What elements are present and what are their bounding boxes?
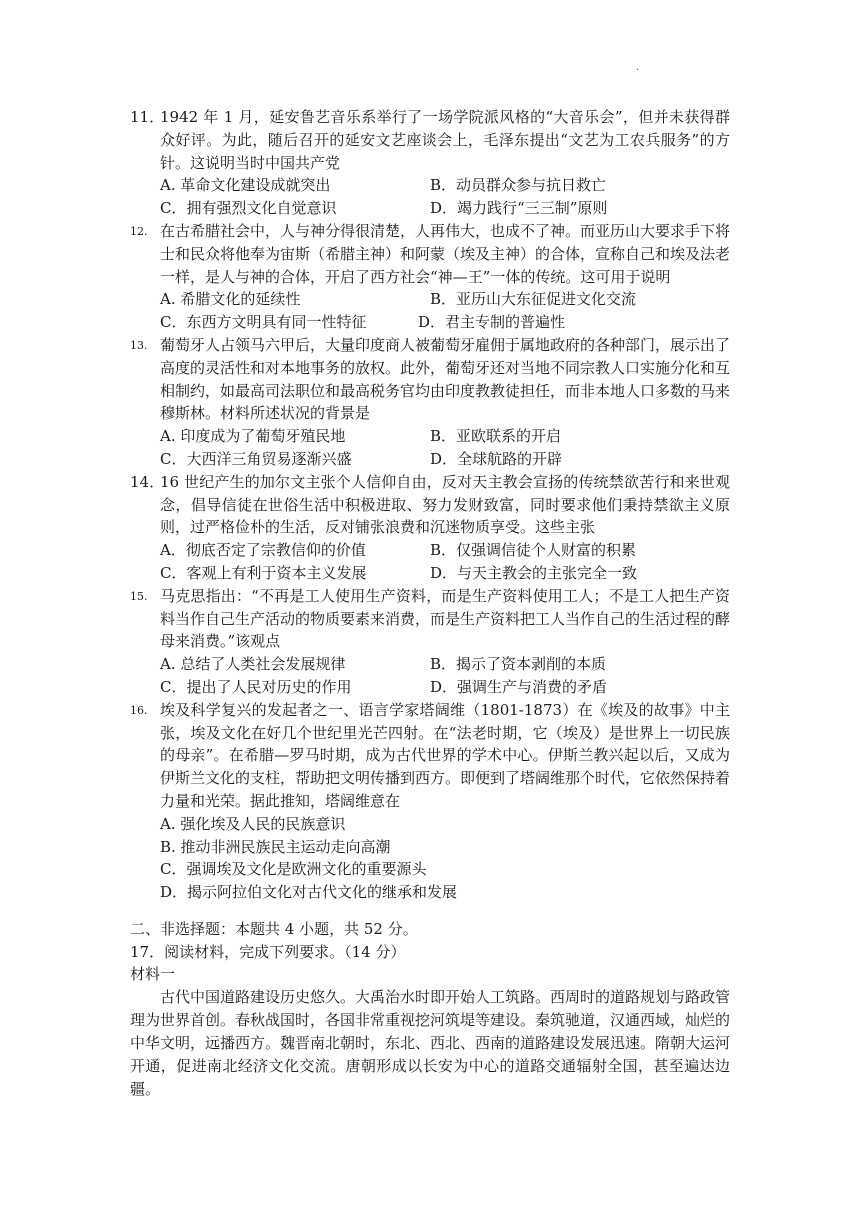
question-text: 葡萄牙人占领马六甲后，大量印度商人被葡萄牙雇佣于属地政府的各种部门，展示出了高度的灵活性和对本地事务的放权。此外，葡萄牙还对当地不同宗教人口实施分化和互相制约，如最高司法职位和最高税务官均由印度教教徒担任，而非本地人口多数的马来穆斯林。材料所述状况的背景是 xyxy=(160,335,731,423)
question-text: 马克思指出：“不再是工人使用生产资料，而是生产资料使用工人；不是工人把生产资料当作自己生产活动的物质要素来消费，而是生产资料把工人当作自己的生活过程的酵母来消费。”该观点 xyxy=(160,586,731,651)
option-c: C．客观上有利于资本主义发展 xyxy=(160,563,367,582)
question-number: 13. xyxy=(130,338,148,352)
option-d: D．全球航路的开辟 xyxy=(430,449,563,468)
option-b: B．揭示了资本剥削的本质 xyxy=(430,655,607,674)
option-b: B．动员群众参与抗日救亡 xyxy=(430,176,607,195)
option-c: C．拥有强烈文化自觉意识 xyxy=(160,199,337,218)
option-a: A. 总结了人类社会发展规律 xyxy=(160,655,346,674)
question-text: 埃及科学复兴的发起者之一、语言学家塔阔维（1801-1873）在《埃及的故事》中主张，埃及文化在好几个世纪里光芒四射。在“法老时期，它（埃及）是世界上一切民族的母亲”。在希腊—罗马时期，成为古代世界的学术中心。伊斯兰教兴起以后，又成为伊斯兰文化的支柱，帮助把文明传播到西方。即便到了塔阔维那个时代，它依然保持着力量和光荣。据此推知，塔阔维意在 xyxy=(160,700,731,810)
question-text: 在古希腊社会中，人与神分得很清楚，人再伟大，也成不了神。而亚历山大要求手下将士和民众将他奉为宙斯（希腊主神）和阿蒙（埃及主神）的合体，宣称自己和埃及法老一样，是人与神的合体，开启了西方社会“神—王”一体的传统。这可用于说明 xyxy=(160,221,731,286)
question-17-title: 17．阅读材料，完成下列要求。（14 分） xyxy=(130,942,406,961)
options xyxy=(130,174,730,220)
options xyxy=(130,425,730,471)
question-14 xyxy=(130,471,730,585)
question-number: 11． xyxy=(130,108,165,126)
question-11 xyxy=(130,106,730,220)
option-d: D．竭力践行“三三制”原则 xyxy=(430,199,608,218)
question-stem xyxy=(130,699,730,813)
option-a: A. 强化埃及人民的民族意识 xyxy=(160,814,346,833)
question-12 xyxy=(130,220,730,334)
option-c: C．东西方文明具有同一性特征 xyxy=(160,313,367,332)
question-13 xyxy=(130,334,730,471)
question-stem xyxy=(130,334,730,425)
question-text: 16 世纪产生的加尔文主张个人信仰自由，反对天主教会宣扬的传统禁欲苦行和来世观念，倡导信徒在世俗生活中积极进取、努力发财致富，同时要求他们秉持禁欲主义原则，过严格俭朴的生活，反对铺张浪费和沉迷物质享受。这些主张 xyxy=(160,472,730,537)
question-stem xyxy=(130,585,730,653)
options xyxy=(130,653,730,699)
material-text: 古代中国道路建设历史悠久。大禹治水时即开始人工筑路。西周时的道路规划与路政管理为世界首创。春秋战国时，各国非常重视挖河筑堤等建设。秦筑驰道，汉通西域，灿烂的中华文明，远播西方。魏晋南北朝时，东北、西北、西南的道路建设发展迅速。隋朝大运河开通，促进南北经济文化交流。唐朝形成以长安为中心的道路交通辐射全国，甚至遍达边疆。 xyxy=(130,988,731,1099)
option-b: B．亚欧联系的开启 xyxy=(430,427,562,446)
question-15 xyxy=(130,585,730,699)
option-d: D．君主专制的普遍性 xyxy=(418,313,566,332)
option-a: A. 革命文化建设成就突出 xyxy=(160,176,331,195)
option-b: B. 推动非洲民族民主运动走向高潮 xyxy=(160,837,391,856)
options xyxy=(130,539,730,585)
option-d: D．强调生产与消费的矛盾 xyxy=(430,677,608,696)
question-number: 16. xyxy=(130,703,148,717)
page-mark: . xyxy=(636,62,640,73)
question-stem xyxy=(130,471,730,539)
question-stem xyxy=(130,106,730,174)
options xyxy=(130,813,730,904)
question-number: 12. xyxy=(130,224,148,238)
question-number: 15. xyxy=(130,589,148,603)
question-stem xyxy=(130,220,730,288)
section-2-heading: 二、非选择题：本题共 4 小题，共 52 分。 xyxy=(130,919,418,938)
option-d: D．与天主教会的主张完全一致 xyxy=(430,563,638,582)
option-b: B．仅强调信徒个人财富的积累 xyxy=(430,541,637,560)
question-number: 14． xyxy=(130,472,165,491)
material-label: 材料一 xyxy=(130,965,176,984)
option-a: A. 希腊文化的延续性 xyxy=(160,290,301,309)
option-c: C．大西洋三角贸易逐渐兴盛 xyxy=(160,449,352,468)
question-16 xyxy=(130,699,730,904)
option-c: C．提出了人民对历史的作用 xyxy=(160,677,352,696)
option-a: A. 印度成为了葡萄牙殖民地 xyxy=(160,427,346,446)
options xyxy=(130,288,730,334)
option-b: B．亚历山大东征促进文化交流 xyxy=(430,290,637,309)
option-d: D．揭示阿拉伯文化对古代文化的继承和发展 xyxy=(160,883,458,902)
exam-content xyxy=(130,106,730,1101)
question-text: 1942 年 1 月，延安鲁艺音乐系举行了一场学院派风格的“大音乐会”，但并未获得群众好评。为此，随后召开的延安文艺座谈会上，毛泽东提出“文艺为工农兵服务”的方针。这说明当时中国共产党 xyxy=(160,108,730,172)
option-c: C．强调埃及文化是欧洲文化的重要源头 xyxy=(160,860,427,879)
option-a: A．彻底否定了宗教信仰的价值 xyxy=(160,541,366,560)
